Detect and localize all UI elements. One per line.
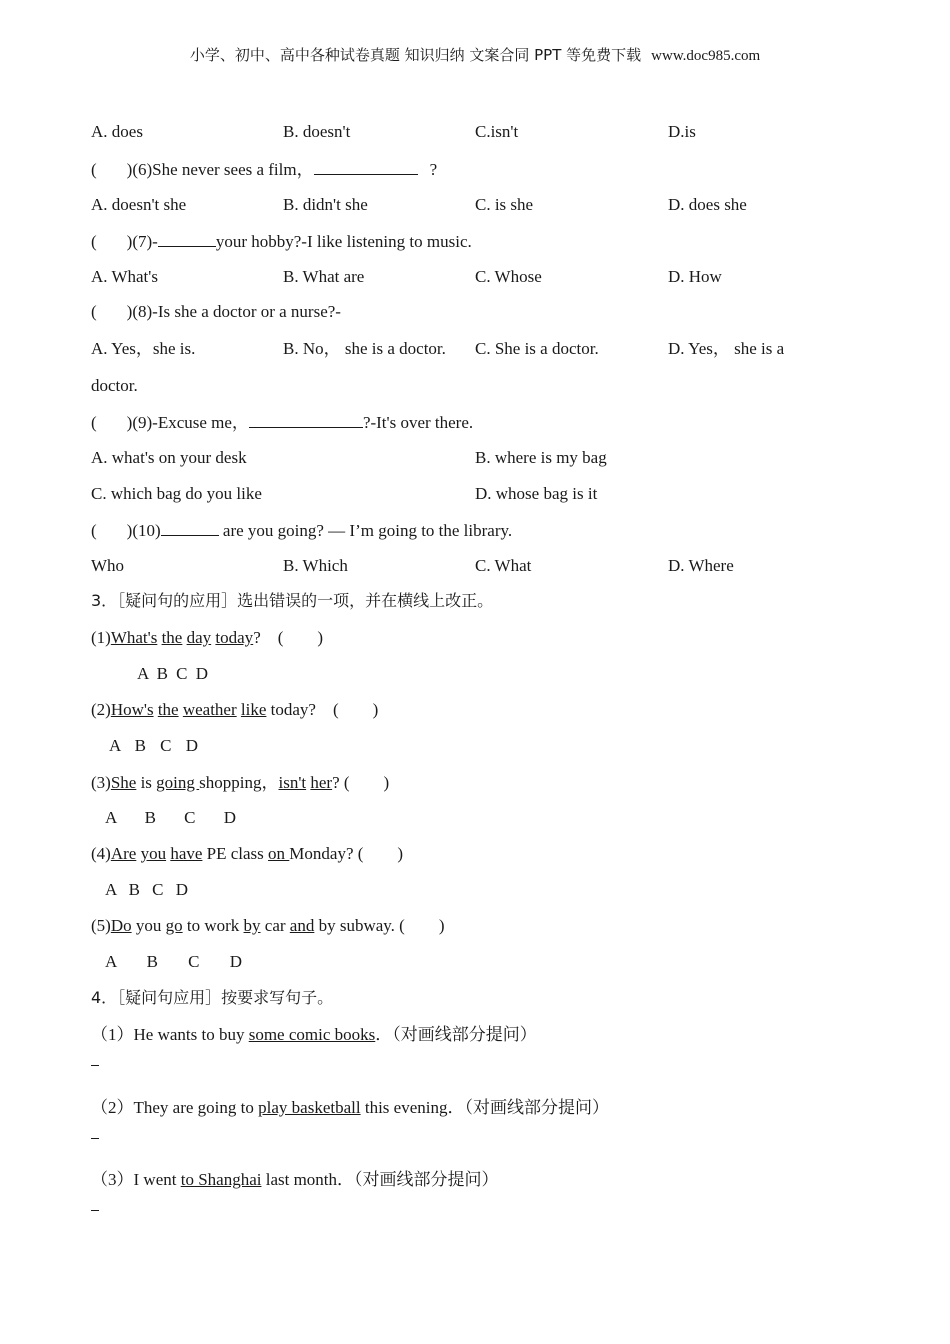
q8-option-c: C. She is a doctor. [475,339,599,358]
s3-item5-part-b: go [165,916,183,935]
s4-item2-answer-line[interactable] [91,1138,99,1139]
s3-item3-sp2: shopping， [199,773,279,792]
q6-option-a: A. doesn't she [91,195,187,214]
s4-item2-pre: （2）They are going to [91,1098,259,1117]
q10-option-a: Who [91,556,125,575]
page-header [0,44,950,65]
q6-option-d: D. does she [668,195,747,214]
s3-item3-sp1: is [136,773,157,792]
q9-rest: ?-It's over there. [362,413,474,432]
s3-item1-part-d: today [215,628,254,647]
q5-option-d: D.is [668,122,696,141]
q9-stem [91,411,473,434]
s3-item1-letters: A B C D [137,664,209,683]
q8-text: )(8)-Is she a doctor or a nurse?- [126,302,341,321]
q8-stem [91,301,341,323]
q7-rest: your hobby?-I like listening to music. [215,232,472,251]
q9-blank[interactable] [249,411,363,428]
s3-item2 [91,699,378,721]
s4-item3-pre: （3）I went [91,1170,181,1189]
s3-item1-part-a: What's [110,628,158,647]
s3-item3-letters: A B C D [105,808,237,827]
s4-item3-answer-line[interactable] [91,1210,99,1211]
header-text: 小学、初中、高中各种试卷真题 知识归纳 文案合同 PPT 等免费下载 [189,46,642,64]
s3-item2-answer-paren: ( ) [315,700,379,719]
q9-text: )(9)-Excuse me， [126,413,249,432]
s3-item3-answer-paren: ? ( ) [332,773,390,792]
q9-open-paren: ( [91,413,97,432]
q7-option-b: B. What are [283,267,365,286]
s4-item2-post: this evening．（对画线部分提问） [360,1098,609,1117]
q6-open-paren: ( [91,160,97,179]
q6-option-c: C. is she [475,195,534,214]
s3-item5-num: (5) [91,916,111,935]
s3-item3-part-d: her [310,773,333,792]
s3-item1-punct: ? [253,628,261,647]
s4-item3-underlined: to Shanghai [180,1170,262,1189]
s3-item5-sp3: car [260,916,290,935]
s3-item4-part-b: you [140,844,167,863]
s3-item5-letters: A B C D [105,952,243,971]
s3-item2-part-c: weather [182,700,237,719]
s4-item1-pre: （1）He wants to buy [91,1025,249,1044]
s4-item3 [91,1169,499,1191]
q7-option-d: D. How [668,267,722,286]
s3-item4-num: (4) [91,844,111,863]
s3-item2-letters: A B C D [109,736,199,755]
s3-item5-part-a: Do [110,916,132,935]
q10-blank[interactable] [161,519,219,536]
s3-item2-num: (2) [91,700,111,719]
s3-item2-part-a: How's [110,700,154,719]
s3-item1-num: (1) [91,628,111,647]
q10-rest: are you going? — I’m going to the library. [218,521,513,540]
q5-option-c: C.isn't [475,122,519,141]
s4-item1-post: ．（对画线部分提问） [375,1025,537,1044]
q10-option-c: C. What [475,556,532,575]
q5-option-b: B. doesn't [283,122,351,141]
s3-item3 [91,772,389,794]
s4-item1-underlined: some comic books [248,1025,376,1044]
q7-text: )(7)- [126,232,158,251]
q10-open-paren: ( [91,521,97,540]
s3-item4-part-c: have [170,844,203,863]
s3-item5-part-d: and [289,916,315,935]
section3-title: 3．［疑问句的应用］选出错误的一项，并在横线上改正。 [91,591,494,610]
s3-item3-part-a: She [110,773,137,792]
s4-item1-answer-line[interactable] [91,1065,99,1066]
s3-item4-letters: A B C D [105,880,189,899]
q9-option-b: B. where is my bag [475,448,607,467]
q7-option-c: C. Whose [475,267,542,286]
q8-option-b: B. No， she is a doctor. [283,339,446,358]
q9-option-d: D. whose bag is it [475,484,598,503]
q10-option-b: B. Which [283,556,348,575]
q7-open-paren: ( [91,232,97,251]
q8-option-d-wrap: doctor. [91,376,138,395]
q6-end: ? [429,160,438,179]
s3-item2-rest: today? [266,700,316,719]
s3-item5 [91,915,445,937]
q9-option-c: C. which bag do you like [91,484,262,503]
s4-item3-post: last month．（对画线部分提问） [261,1170,499,1189]
s3-item4-mid: PE class [202,844,269,863]
q7-blank[interactable] [158,230,216,247]
s3-item3-part-b: going [156,773,200,792]
s3-item1 [91,627,323,649]
section4-title: 4．［疑问句应用］按要求写句子。 [91,988,334,1007]
s3-item5-sp2: to work [182,916,244,935]
q6-stem [91,158,437,181]
q10-option-d: D. Where [668,556,734,575]
s4-item2 [91,1097,609,1119]
s3-item4 [91,843,403,865]
s3-item4-part-d: on [268,844,290,863]
s3-item4-part-a: Are [110,844,137,863]
s3-item1-part-c: day [186,628,212,647]
q8-option-d: D. Yes， she is a [668,339,785,358]
q10-stem [91,519,512,542]
q6-text: )(6)She never sees a film， [126,160,314,179]
s4-item1 [91,1024,537,1046]
q7-option-a: A. What's [91,267,158,286]
q9-option-a: A. what's on your desk [91,448,247,467]
s3-item1-part-b: the [161,628,183,647]
q6-blank[interactable] [314,158,418,175]
q8-open-paren: ( [91,302,97,321]
q7-stem [91,230,472,253]
s3-item4-rest: Monday? ( ) [289,844,404,863]
s3-item1-answer-paren: ( ) [260,628,324,647]
q8-option-a: A. Yes，she is. [91,339,196,358]
q10-text: )(10) [126,521,161,540]
s3-item3-part-c: isn't [278,773,307,792]
q6-option-b: B. didn't she [283,195,368,214]
s3-item2-part-d: like [240,700,267,719]
header-url: www.doc985.com [651,48,761,64]
s4-item2-underlined: play basketball [258,1098,361,1117]
s3-item5-part-c: by [243,916,261,935]
s3-item3-num: (3) [91,773,111,792]
s3-item2-part-b: the [157,700,179,719]
s3-item5-rest: by subway. ( ) [314,916,445,935]
s3-item5-sp1: you [131,916,166,935]
q5-option-a: A. does [91,122,143,141]
